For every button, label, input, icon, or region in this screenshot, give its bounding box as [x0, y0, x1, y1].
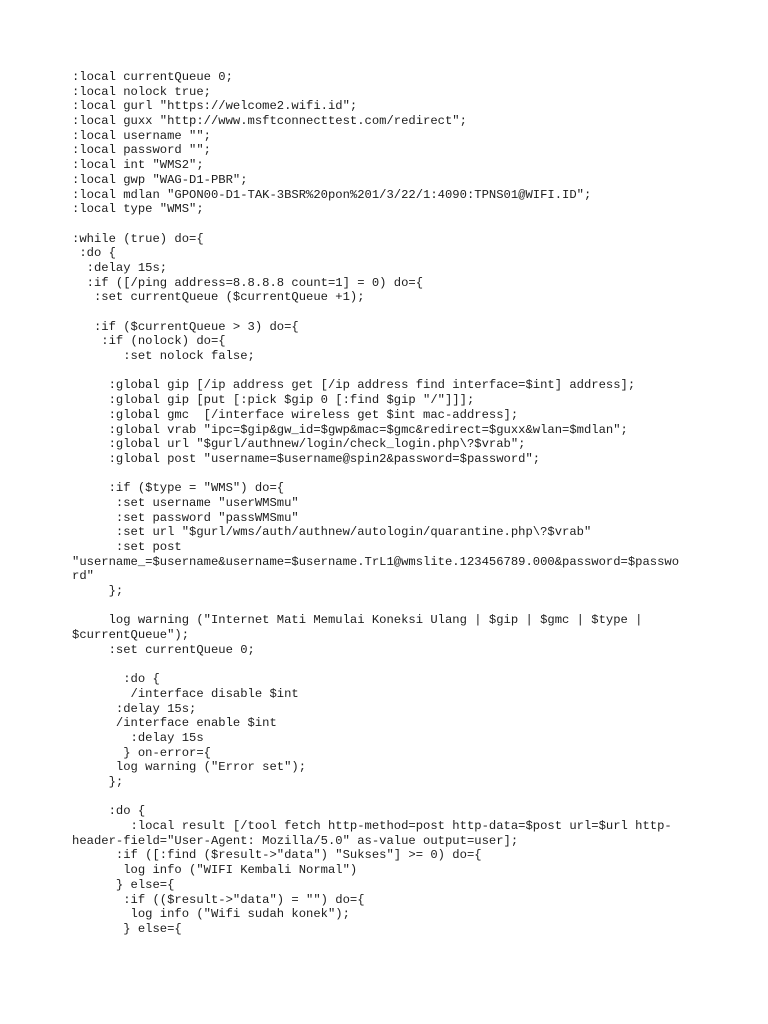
code-line: :set currentQueue 0;: [72, 642, 255, 657]
code-line: :do {: [72, 804, 146, 819]
code-line: :local gurl "https://welcome2.wifi.id";: [72, 99, 358, 114]
code-line: :do {: [72, 246, 116, 261]
code-line: };: [72, 775, 124, 789]
code-line: $currentQueue");: [72, 628, 190, 643]
code-line: [72, 364, 712, 379]
code-line: :local type "WMS";: [72, 202, 204, 217]
code-line: [72, 599, 712, 614]
document-page: [72, 70, 712, 937]
code-line: :local int "WMS2";: [72, 158, 204, 173]
code-line: :while (true) do={: [72, 231, 204, 246]
code-line: :global gmc [/interface wireless get $int mac-address];: [72, 407, 519, 422]
code-line: log info ("Wifi sudah konek");: [72, 907, 350, 922]
code-line: /interface disable $int: [72, 686, 299, 701]
code-line: :global gip [put [:pick $gip 0 [:find $gip "/"]]];: [72, 393, 475, 408]
code-line: :if (($result->"data") = "") do={: [72, 892, 365, 907]
code-line: :delay 15s;: [72, 701, 197, 716]
code-line: } on-error={: [72, 745, 211, 760]
code-line: log info ("WIFI Kembali Normal"): [72, 863, 358, 878]
code-line: log warning ("Error set");: [72, 760, 307, 775]
code-line: :set password "passWMSmu": [72, 510, 299, 525]
code-line: :set currentQueue ($currentQueue +1);: [72, 290, 365, 305]
code-line: :set url "$gurl/wms/auth/authnew/autologin/quarantine.php\?$vrab": [72, 525, 592, 540]
code-line: :global post "username=$username@spin2&password=$password";: [72, 451, 541, 466]
code-block: [72, 70, 712, 937]
code-line: :local gwp "WAG-D1-PBR";: [72, 172, 248, 187]
code-line: "username_=$username&username=$username.TrL1@wmslite.123456789.000&password=$passwo: [72, 554, 680, 569]
code-line: :set post: [72, 540, 182, 554]
code-line: :local currentQueue 0;: [72, 70, 233, 84]
code-line: [72, 217, 712, 232]
code-line: log warning ("Internet Mati Memulai Koneksi Ulang | $gip | $gmc | $type |: [72, 613, 643, 628]
code-line: [72, 790, 712, 805]
code-line: :local mdlan "GPON00-D1-TAK-3BSR%20pon%201/3/22/1:4090:TPNS01@WIFI.ID";: [72, 187, 592, 202]
code-line: :delay 15s: [72, 730, 204, 745]
code-line: };: [72, 584, 124, 599]
code-line: :local result [/tool fetch http-method=post http-data=$post url=$url http-: [72, 819, 672, 834]
code-line: } else={: [72, 877, 175, 892]
code-line: :local password "";: [72, 143, 211, 158]
code-line: :local username "";: [72, 128, 211, 143]
code-line: /interface enable $int: [72, 716, 277, 731]
code-line: :set nolock false;: [72, 349, 255, 364]
code-line: :if ([:find ($result->"data") "Sukses"] >= 0) do={: [72, 848, 482, 863]
code-line: :if ($type = "WMS") do={: [72, 481, 285, 496]
code-line: :if ([/ping address=8.8.8.8 count=1] = 0) do={: [72, 275, 424, 290]
code-line: :local guxx "http://www.msftconnecttest.com/redirect";: [72, 114, 467, 129]
code-line: [72, 658, 712, 673]
code-line: header-field="User-Agent: Mozilla/5.0" as-value output=user];: [72, 833, 519, 848]
code-line: :if ($currentQueue > 3) do={: [72, 319, 299, 334]
code-line: :do {: [72, 672, 160, 687]
code-line: } else={: [72, 921, 182, 936]
code-line: [72, 305, 712, 320]
code-line: :local nolock true;: [72, 84, 211, 99]
code-line: :if (nolock) do={: [72, 334, 226, 349]
code-line: :global vrab "ipc=$gip&gw_id=$gwp&mac=$gmc&redirect=$guxx&wlan=$mdlan";: [72, 422, 628, 437]
code-line: [72, 467, 712, 482]
code-line: :delay 15s;: [72, 260, 168, 275]
code-line: :set username "userWMSmu": [72, 495, 299, 510]
code-line: :global gip [/ip address get [/ip address find interface=$int] address];: [72, 378, 636, 393]
code-line: :global url "$gurl/authnew/login/check_login.php\?$vrab";: [72, 437, 526, 452]
code-line: rd": [72, 569, 94, 584]
